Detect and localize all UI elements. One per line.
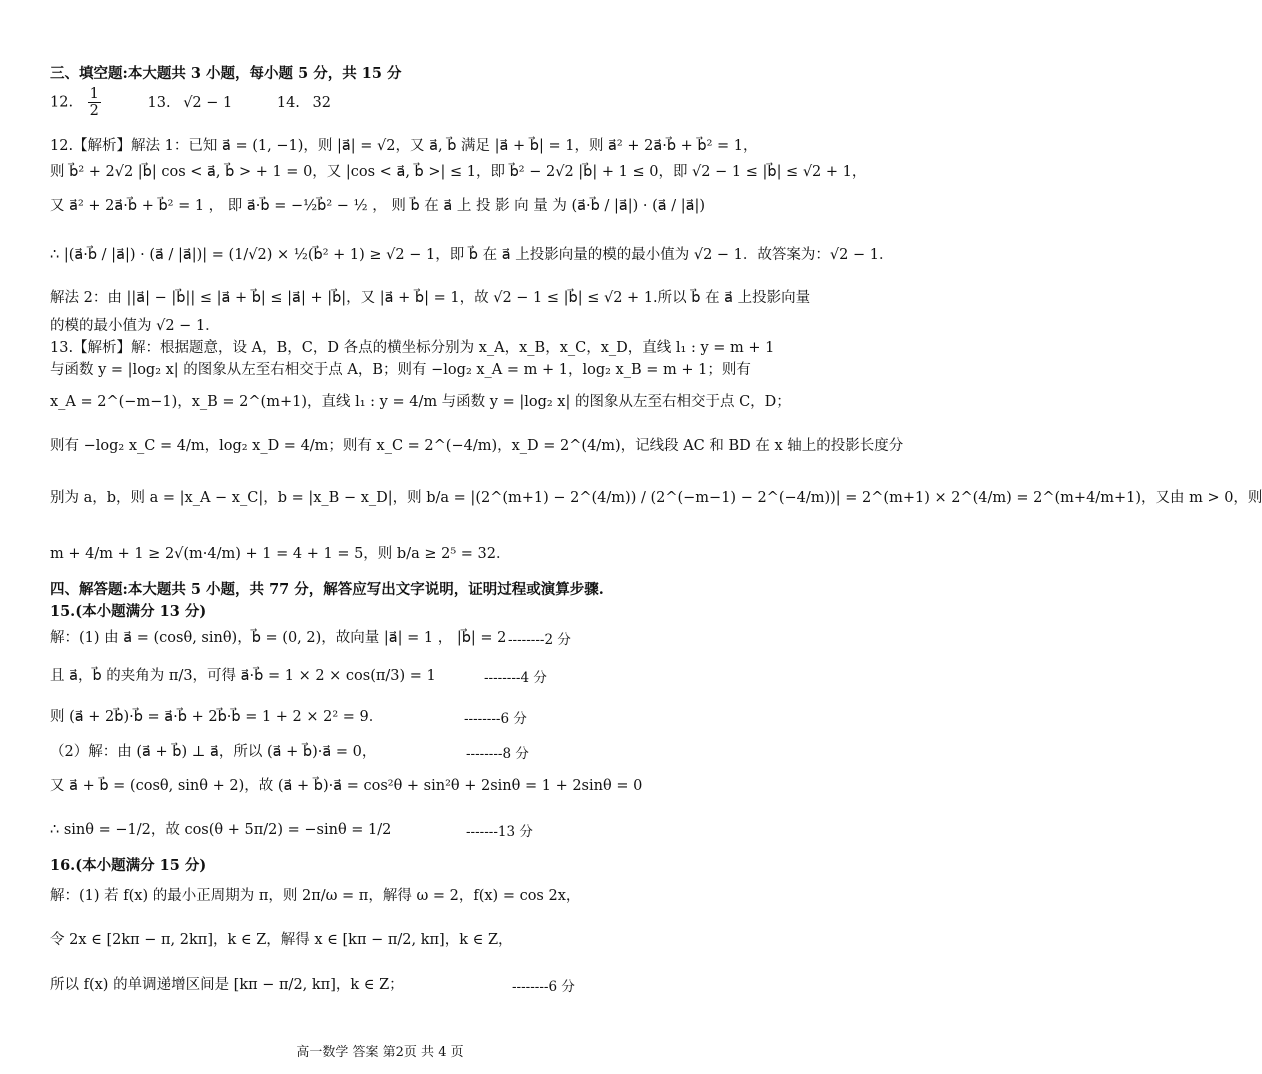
- q16-line-2: 令 2x ∈ [2kπ − π, 2kπ]，k ∈ Z，解得 x ∈ [kπ − π/2, kπ]，k ∈ Z，: [50, 932, 513, 948]
- q12-line-1: 12.【解析】解法 1：已知 a⃗ = (1, −1)，则 |a⃗| = √2，又 a⃗, b⃗ 满足 |a⃗ + b⃗| = 1，则 a⃗² + 2a⃗·b⃗ + b⃗² = 1，: [50, 138, 758, 154]
- answer-12-number: 12.: [50, 94, 74, 111]
- q13-line-1: 13.【解析】解：根据题意，设 A，B，C，D 各点的横坐标分别为 x_A，x_B，x_C，x_D，直线 l₁ : y = m + 1: [50, 340, 775, 356]
- q15-score-6: --------6 分: [464, 711, 527, 727]
- answer-13-value: √2 − 1: [183, 94, 233, 111]
- q16-line-1: 解：(1) 若 f(x) 的最小正周期为 π，则 2π/ω = π，解得 ω = 2，f(x) = cos 2x，: [50, 888, 581, 904]
- q12-line-3: 又 a⃗² + 2a⃗·b⃗ + b⃗² = 1 ， 即 a⃗·b⃗ = −½b⃗² − ½ ， 则 b⃗ 在 a⃗ 上 投 影 向 量 为 (a⃗·b⃗ / |a⃗|) · (a⃗ / |a⃗|): [50, 198, 706, 214]
- q15-title: 15.(本小题满分 13 分): [50, 603, 207, 620]
- answer-12-fraction: $\frac{1}{2}$: [89, 86, 99, 119]
- q16-score-6: --------6 分: [512, 979, 575, 995]
- q15-score-4: --------4 分: [484, 670, 547, 686]
- answer-14-number: 14.: [276, 94, 300, 111]
- q12-line-4: ∴ |(a⃗·b⃗ / |a⃗|) · (a⃗ / |a⃗|)| = (1/√2) × ½(b⃗² + 1) ≥ √2 − 1，即 b⃗ 在 a⃗ 上投影向量的模的最小值为 √2 − 1．故答案为：√2 − 1．: [50, 247, 894, 263]
- q12-line-6: 的模的最小值为 √2 − 1．: [50, 318, 220, 334]
- fill-answers: [50, 86, 730, 126]
- answer-13-number: 13.: [147, 94, 171, 111]
- q12-line-2: 则 b⃗² + 2√2 |b⃗| cos < a⃗, b⃗ > + 1 = 0，又 |cos < a⃗, b⃗ >| ≤ 1，即 b⃗² − 2√2 |b⃗| + 1 ≤ 0，即 √2 − 1 ≤ |b⃗| ≤ √2 + 1，: [50, 164, 867, 180]
- q13-line-6: m + 4/m + 1 ≥ 2√(m·4/m) + 1 = 4 + 1 = 5，则 b/a ≥ 2⁵ = 32．: [50, 546, 511, 562]
- q13-line-3: x_A = 2^(−m−1)，x_B = 2^(m+1)，直线 l₁ : y = 4/m 与函数 y = |log₂ x| 的图象从左至右相交于点 C，D；: [50, 394, 791, 410]
- q13-line-4: 则有 −log₂ x_C = 4/m，log₂ x_D = 4/m；则有 x_C = 2^(−4/m)，x_D = 2^(4/m)，记线段 AC 和 BD 在 x 轴上的投影长度分: [50, 438, 904, 454]
- q15-score-2: --------2 分: [508, 632, 571, 648]
- q15-score-13: -------13 分: [466, 824, 533, 840]
- section4-heading: 四、解答题:本大题共 5 小题，共 77 分，解答应写出文字说明，证明过程或演算步骤.: [50, 581, 604, 598]
- q15-score-8: --------8 分: [466, 746, 529, 762]
- q15-line-6: ∴ sinθ = −1/2，故 cos(θ + 5π/2) = −sinθ = 1/2: [50, 822, 392, 838]
- answer-14-value: 32: [312, 94, 331, 111]
- q12-line-5: 解法 2：由 ||a⃗| − |b⃗|| ≤ |a⃗ + b⃗| ≤ |a⃗| + |b⃗|，又 |a⃗ + b⃗| = 1，故 √2 − 1 ≤ |b⃗| ≤ √2 + 1.所以 b⃗ 在 a⃗ 上投影向量: [50, 290, 811, 306]
- q16-title: 16.(本小题满分 15 分): [50, 857, 207, 874]
- q13-line-2: 与函数 y = |log₂ x| 的图象从左至右相交于点 A，B；则有 −log₂ x_A = m + 1，log₂ x_B = m + 1；则有: [50, 362, 751, 378]
- q13-line-5: 别为 a，b，则 a = |x_A − x_C|，b = |x_B − x_D|，则 b/a = |(2^(m+1) − 2^(4/m)) / (2^(−m−1) − 2^(−4/m))| = 2^(m+1) × 2^(4/m) = 2^(m+4/m+1)，又由 m > 0，则: [50, 490, 1262, 506]
- q15-line-4: （2）解：由 (a⃗ + b⃗) ⊥ a⃗，所以 (a⃗ + b⃗)·a⃗ = 0，: [50, 744, 377, 760]
- q15-line-2: 且 a⃗，b⃗ 的夹角为 π/3，可得 a⃗·b⃗ = 1 × 2 × cos(π/3) = 1: [50, 668, 436, 684]
- q15-line-3: 则 (a⃗ + 2b⃗)·b⃗ = a⃗·b⃗ + 2b⃗·b⃗ = 1 + 2 × 2² = 9．: [50, 709, 384, 725]
- section3-heading: 三、填空题:本大题共 3 小题，每小题 5 分，共 15 分: [50, 65, 402, 82]
- page-footer: 高一数学 答案 第2页 共 4 页: [296, 1045, 464, 1060]
- q15-line-1: 解：(1) 由 a⃗ = (cosθ, sinθ)，b⃗ = (0, 2)，故向量 |a⃗| = 1 ， |b⃗| = 2: [50, 630, 507, 646]
- q16-line-3: 所以 f(x) 的单调递增区间是 [kπ − π/2, kπ]，k ∈ Z；: [50, 977, 404, 993]
- q15-line-5: 又 a⃗ + b⃗ = (cosθ, sinθ + 2)，故 (a⃗ + b⃗)·a⃗ = cos²θ + sin²θ + 2sinθ = 1 + 2sinθ = 0: [50, 778, 643, 794]
